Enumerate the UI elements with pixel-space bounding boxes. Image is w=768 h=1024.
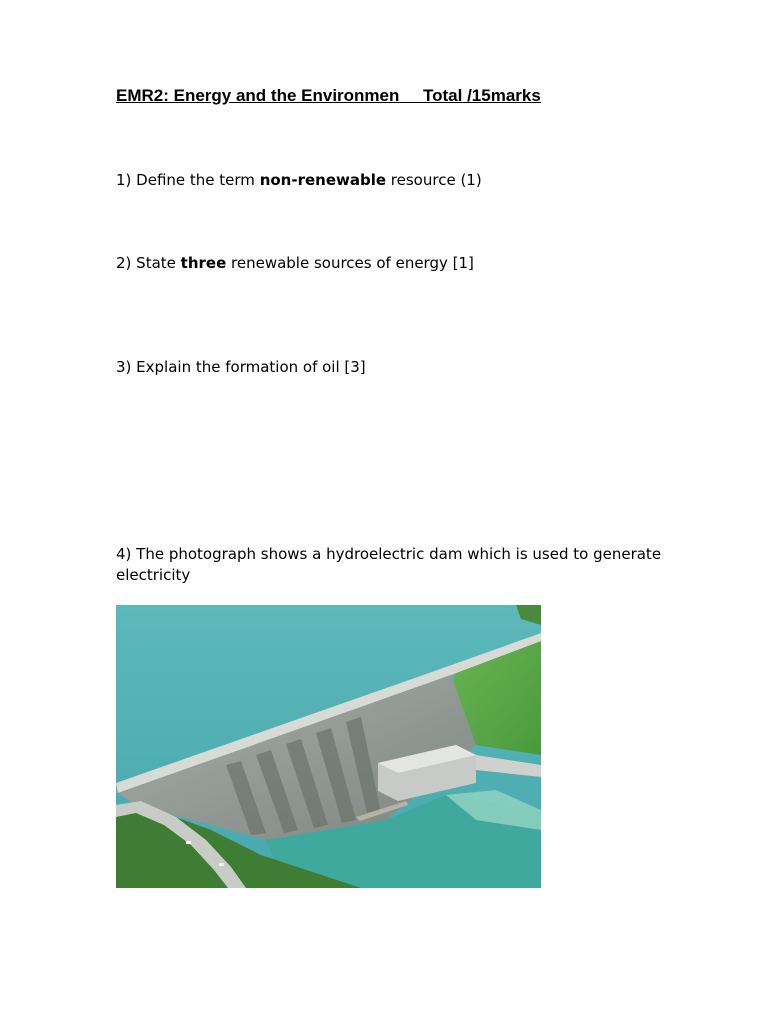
question-number: 3) <box>116 358 132 376</box>
total-marks: Total /15marks <box>423 86 541 105</box>
question-bold-term: non-renewable <box>259 171 387 189</box>
question-text: State <box>131 254 181 272</box>
question-1 <box>116 170 482 191</box>
question-text: Define the term <box>131 171 260 189</box>
page-title <box>116 86 541 106</box>
question-3 <box>116 357 366 378</box>
question-text: The photograph shows a hydroelectric dam which is used to generate electricity <box>116 545 662 584</box>
question-number: 4) <box>116 545 132 563</box>
question-text-end: renewable sources of energy [1] <box>226 254 474 272</box>
question-text: Explain the formation of oil [3] <box>131 358 366 376</box>
question-bold-term: three <box>180 254 227 272</box>
question-text-end: resource (1) <box>386 171 482 189</box>
hydroelectric-dam-photo <box>116 605 541 888</box>
question-number: 1) <box>116 171 132 189</box>
title-text: EMR2: Energy and the Environmen <box>116 86 400 105</box>
question-number: 2) <box>116 254 132 272</box>
dam-illustration <box>116 605 541 888</box>
question-4 <box>116 544 676 586</box>
question-2 <box>116 253 474 274</box>
